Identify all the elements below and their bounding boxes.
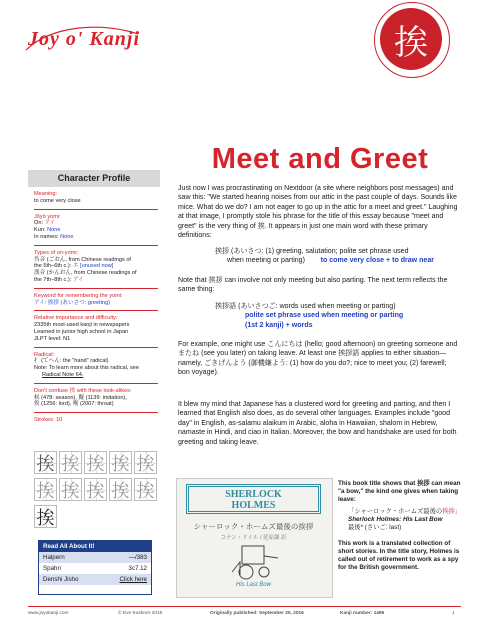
keyword-value: アイ: 挨拶 (あいさつ: greeting) xyxy=(34,299,110,306)
stroke-step: 挨 xyxy=(59,478,82,501)
stroke-step: 挨 xyxy=(134,478,157,501)
reference-value: 3c7.12 xyxy=(128,565,147,572)
character-profile-heading: Character Profile xyxy=(28,170,160,187)
radical-line: 扌 (てへん: the "hand" radical) xyxy=(34,358,109,365)
footer-rule xyxy=(28,606,461,607)
confuse-line: 俟 (1256: lord), 喉 (2007: throat) xyxy=(34,401,114,408)
divider xyxy=(34,288,158,289)
stroke-step: 挨 xyxy=(109,451,132,474)
types-line: the 7th–8th c.): xyxy=(34,276,73,283)
kanji-badge: 挨 xyxy=(380,8,442,70)
names-label: In names: xyxy=(34,233,59,240)
radical-label: Radical: xyxy=(34,351,55,358)
book-title-jp: 「シャーロック・ホームズ最後の挨拶」 Sherlock Holmes: His Last Bow 最後* (さいご: last) xyxy=(348,508,462,531)
strokes-label: Strokes: 10 xyxy=(34,417,63,424)
site-logo[interactable]: Joy o' Kanji xyxy=(28,28,141,50)
stroke-step: 挨 xyxy=(84,478,107,501)
reference-value: —/383 xyxy=(128,554,147,561)
stroke-step: 挨 xyxy=(59,451,82,474)
types-line: 呉音 (ごおん, from Chinese readings of xyxy=(34,256,131,263)
importance-line: Learned in junior high school in Japan xyxy=(34,328,129,335)
joyo-label: Jōyō yomi: xyxy=(34,213,61,220)
footer-kanji-number: Kanji number: 1496 xyxy=(340,611,385,616)
book-cover-japanese-title: シャーロック・ホームズ最後の挨拶 xyxy=(193,522,314,531)
paragraph-intro: Just now I was procrastinating on Nextdoor (a site where neighbors post messages) and saw this: "We started hearing noises from our attic in the past couple of days. Sounds like mice. What do we do? I am not eager to go up in the attic for a meet and greet." Laughing at that image, I promptly stole his phrase for the title of this essay because "meet and greet" is the very thing of 挨. It appears in just one main word with these primary definitions: xyxy=(178,185,458,240)
page-title: Meet and Greet xyxy=(211,143,429,175)
kun-value: None xyxy=(47,227,61,234)
book-cover-title: SHERLOCK HOLMES xyxy=(186,484,321,514)
book-note-intro: This book title shows that 挨拶 can mean "a bow," the kind one gives when taking leave: xyxy=(338,480,461,503)
definition-kanji-breakdown: polite set phrase used when meeting or parting xyxy=(245,312,404,320)
reference-name: Halpern xyxy=(43,554,65,561)
paragraph-languages: It blew my mind that Japanese has a clustered word for greeting and parting, and then I learned that English also does, as do several other languages. Examples include "good day" in English, as-salamu alaikum in Arabic, aloha in Hawaiian, shalom in Hebrew, namaste in Hindi, and ciao in Italian. Moreover, the bow and handshake are used for both greeting and taking leave. xyxy=(178,401,457,446)
types-line: the 5th–6th c.): xyxy=(34,263,73,270)
footer-copyright: © Eve Kushner 2016 xyxy=(118,611,163,616)
stroke-step: 挨 xyxy=(34,478,57,501)
footer-site-link[interactable]: www.joyokanji.com xyxy=(28,611,69,616)
paragraph-examples: For example, one might use こんにちは (hello; good afternoon) on greeting someone and またね (see you later) on taking leave. At least one 挨拶語 applies to either situation—namely, ごきげんよう (御機嫌よう: (1) how do you do?; nice to meet you; (2) farewell; bon voyage). xyxy=(178,341,458,377)
stroke-step: 挨 xyxy=(134,451,157,474)
definition-line: 挨拶 (あいさつ: (1) greeting, salutation; polite set phrase used xyxy=(215,248,409,255)
types-label: Types of on-yomi: xyxy=(34,249,79,256)
paragraph-note: Note that 挨拶 can involve not only meeting but also parting. The next term reflects the same thing: xyxy=(178,277,448,294)
definition-block-2 xyxy=(215,302,465,330)
confuse-line: 候 (478: season), 擬 (1139: imitation), xyxy=(34,394,127,401)
divider xyxy=(34,245,158,246)
reference-row xyxy=(39,574,151,585)
stroke-step: 挨 xyxy=(34,451,57,474)
on-value: アイ xyxy=(44,220,56,227)
types-line: 漢音 (かんおん, from Chinese readings of xyxy=(34,270,137,277)
importance-line: 2335th most-used kanji in newspapers xyxy=(34,322,130,329)
types-reading: エ [unused now] xyxy=(72,263,114,270)
definition-kanji-breakdown: (1st 2 kanji) + words xyxy=(245,321,313,329)
radical-note-link[interactable]: Radical Note 64. xyxy=(42,371,84,378)
book-cover-caption: His Last Bow xyxy=(235,582,271,588)
reference-name: Spahn xyxy=(43,565,61,572)
footer-published: Originally published: September 30, 2016 xyxy=(210,611,304,616)
read-all-about-it-heading: Read All About It! xyxy=(39,541,151,552)
divider xyxy=(34,310,158,311)
stroke-step: 挨 xyxy=(84,451,107,474)
importance-line: JLPT level: N1 xyxy=(34,335,71,342)
meaning-value: to come very close xyxy=(34,197,81,204)
reference-row xyxy=(39,563,151,574)
types-reading: アイ xyxy=(72,276,84,283)
sidebar-content xyxy=(34,191,158,424)
definition-line: when meeting or parting) xyxy=(227,257,305,265)
denshi-jisho-link[interactable]: Click here xyxy=(119,576,147,583)
book-cover-author: コナン・ドイル / 延原謙 訳 xyxy=(220,535,287,541)
divider xyxy=(34,383,158,384)
stroke-step: 挨 xyxy=(109,478,132,501)
reference-row xyxy=(39,552,151,563)
divider xyxy=(34,209,158,210)
footer-page-number: 1 xyxy=(452,611,455,616)
divider xyxy=(34,347,158,348)
keyword-label: Keyword for remembering the yomi: xyxy=(34,292,123,299)
definition-line: 挨拶語 (あいさつご: words used when meeting or parting) xyxy=(215,303,396,310)
confuse-label: Don't confuse 挨 with these look-alikes: xyxy=(34,387,132,394)
radical-line: Note: To learn more about this radical, see xyxy=(34,365,139,372)
divider xyxy=(34,412,158,413)
kun-label: Kun: xyxy=(34,227,46,234)
reference-name: Denshi Jisho xyxy=(43,576,79,583)
book-note-description: This work is a translated collection of short stories. In the title story, Holmes is called out of retirement to work as a spy for the British government. xyxy=(338,540,460,571)
stroke-step-final: 挨 xyxy=(34,505,57,528)
definition-kanji-breakdown: to come very close + to draw near xyxy=(320,257,435,265)
definition-block-1 xyxy=(215,247,465,266)
importance-label: Relative importance and difficulty: xyxy=(34,315,118,322)
names-value: None xyxy=(60,233,74,240)
meaning-label: Meaning: xyxy=(34,191,58,197)
on-label: On: xyxy=(34,220,44,227)
carriage-illustration xyxy=(228,542,280,582)
